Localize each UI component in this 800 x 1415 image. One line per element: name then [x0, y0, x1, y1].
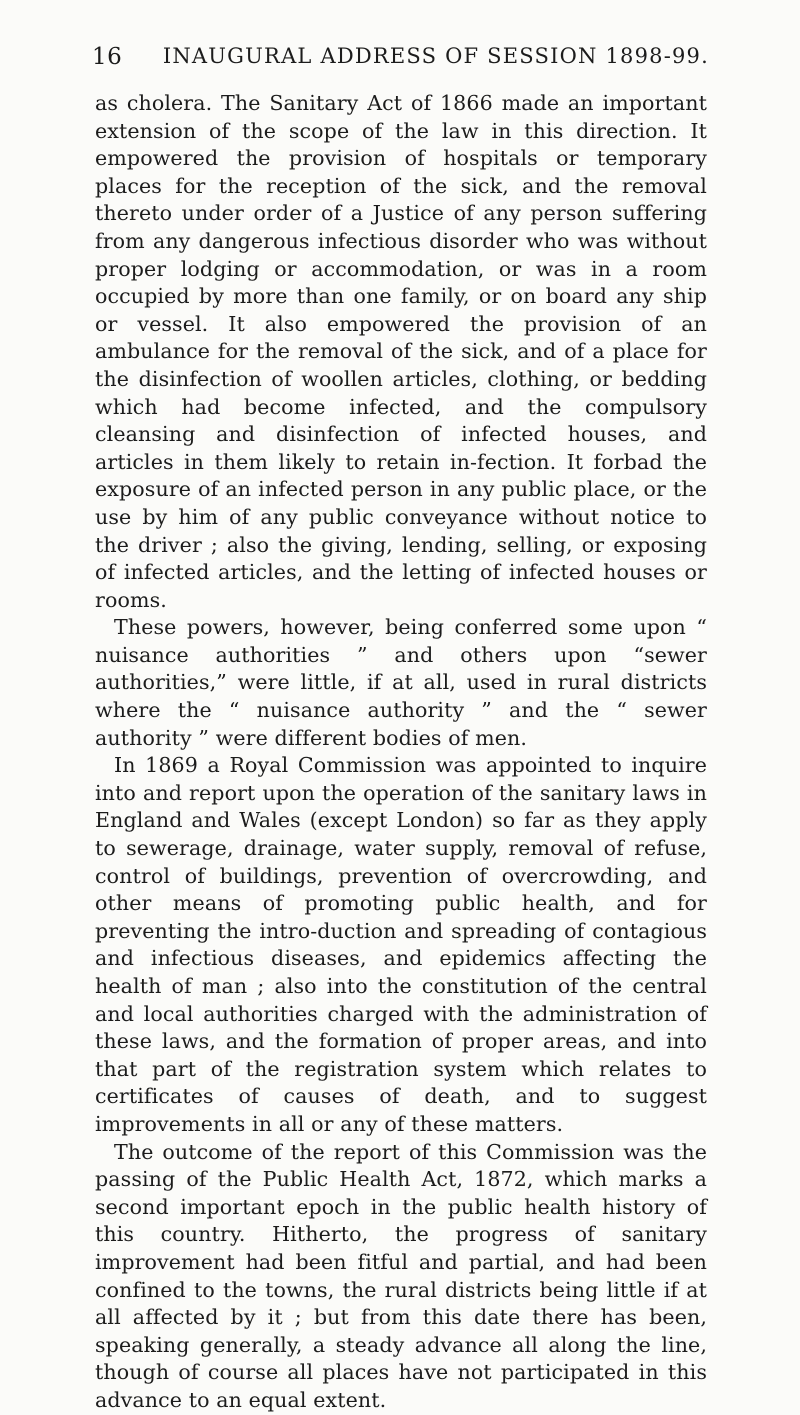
body-text	[95, 90, 707, 1415]
paragraph-1: as cholera. The Sanitary Act of 1866 made an important extension of the scope of the law in this direction. It empowered the provision of hospitals or temporary places for the reception of the sick, and the removal thereto under order of a Justice of any person suffering from any dangerous infectious disorder who was without proper lodging or accommodation, or was in a room occupied by more than one family, or on board any ship or vessel. It also empowered the provision of an ambulance for the removal of the sick, and of a place for the disinfection of woollen articles, clothing, or bedding which had become infected, and the compulsory cleansing and disinfection of infected houses, and articles in them likely to retain in-fection. It forbad the exposure of an infected person in any public place, or the use by him of any public conveyance without notice to the driver ; also the giving, lending, selling, or exposing of infected articles, and the letting of infected houses or rooms.	[95, 91, 707, 612]
paragraph-3: In 1869 a Royal Commission was appointed to inquire into and report upon the operation of the sanitary laws in England and Wales (except London) so far as they apply to sewerage, drainage, water supply, removal of refuse, control of buildings, prevention of overcrowding, and other means of promoting public health, and for preventing the intro-duction and spreading of contagious and infectious diseases, and epidemics affecting the health of man ; also into the constitution of the central and local authorities charged with the administration of these laws, and the formation of proper areas, and into that part of the registration system which relates to certificates of causes of death, and to suggest improvements in all or any of these matters.	[95, 753, 707, 1136]
paragraph-4: The outcome of the report of this Commission was the passing of the Public Health Act, 1872, which marks a second important epoch in the public health history of this country. Hitherto, the progress of sanitary improvement had been fitful and partial, and had been confined to the towns, the rural districts being little if at all affected by it ; but from this date there has been, speaking generally, a steady advance all along the line, though of course all places have not participated in this advance to an equal extent.	[95, 1139, 707, 1412]
page-header	[92, 44, 709, 72]
running-head: INAUGURAL ADDRESS OF SESSION 1898-99.	[162, 44, 709, 68]
paragraph-2: These powers, however, being conferred some upon “ nuisance authorities ” and others upon “sewer authorities,” were little, if at all, used in rural districts where the “ nuisance authority ” and the “ sewer authority ” were different bodies of men.	[95, 615, 707, 750]
page-number: 16	[92, 44, 123, 70]
